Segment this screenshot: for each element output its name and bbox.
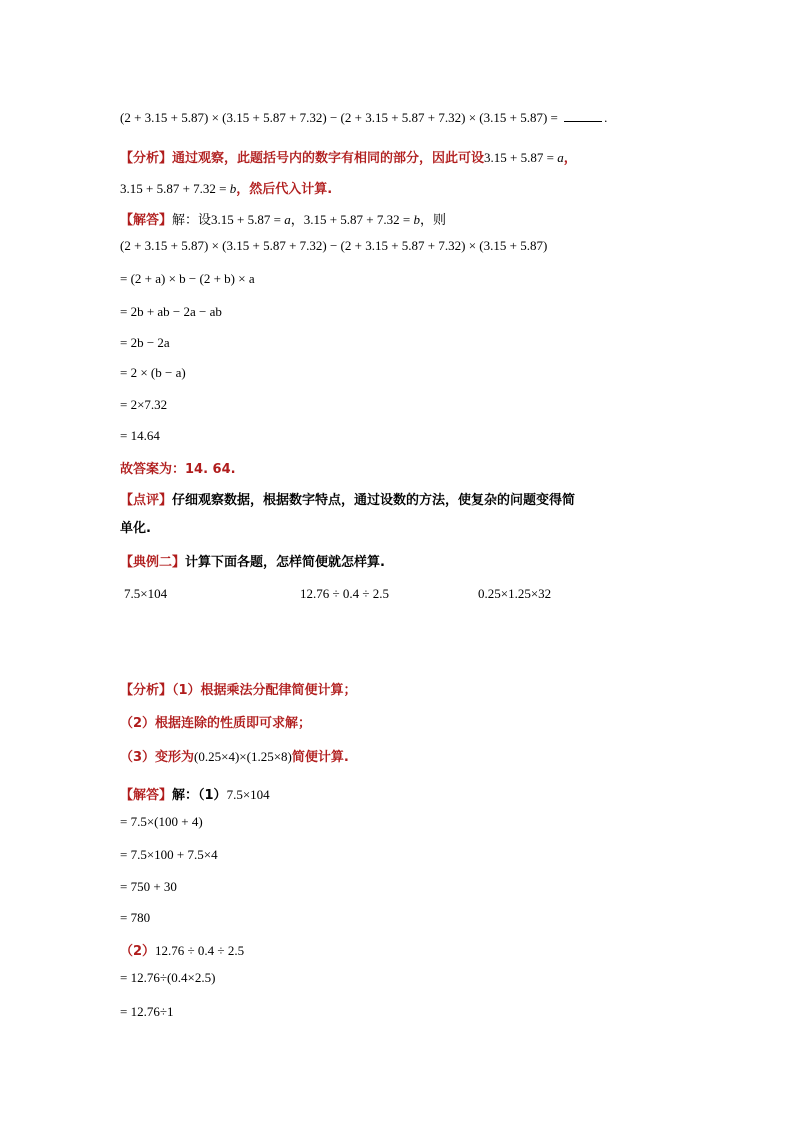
solution-intro: 解：（1） xyxy=(172,788,227,803)
analysis-comma: ， xyxy=(563,151,577,166)
solution-then: ，则 xyxy=(419,213,446,228)
solution-2-step: = 7.5×(100 + 4) xyxy=(120,814,203,829)
solution-eq-a: 3.15 + 5.87 = xyxy=(211,212,285,227)
problem-end: . xyxy=(604,110,608,125)
solution-1-step: = 2 × (b − a) xyxy=(120,365,186,380)
solution-sep: ， xyxy=(290,213,304,228)
part-label: （2） xyxy=(120,944,156,959)
analysis-text-b: ，然后代入计算. xyxy=(236,182,333,197)
solution-1-step: = 2×7.32 xyxy=(120,397,168,412)
solution-2-step: = 780 xyxy=(120,910,151,925)
example-text: 计算下面各题，怎样简便就怎样算. xyxy=(185,555,385,570)
analysis-1-line-2 xyxy=(120,178,332,197)
analysis-2-line-2: （2）根据连除的性质即可求解； xyxy=(120,716,312,731)
var-b: b xyxy=(413,212,420,227)
analysis-text: （3）变形为 xyxy=(120,750,195,765)
comment-tag: 【点评】 xyxy=(120,493,173,508)
solution-2-step: = 12.76÷(0.4×2.5) xyxy=(120,970,216,985)
solution-tag: 【解答】 xyxy=(120,788,173,803)
solution-1-step: (2 + 3.15 + 5.87) × (3.15 + 5.87 + 7.32) − (2 + 3.15 + 5.87 + 7.32) × (3.15 + 5.87) xyxy=(120,238,548,253)
solution-2-step: = 7.5×100 + 7.5×4 xyxy=(120,847,218,862)
analysis-1-line-1 xyxy=(120,147,577,166)
example-problem-1: 7.5×104 xyxy=(124,586,168,601)
analysis-2-line-1 xyxy=(120,679,357,698)
solution-problem-2: 12.76 ÷ 0.4 ÷ 2.5 xyxy=(155,943,245,958)
solution-2-part-2 xyxy=(120,940,244,959)
analysis-text: （1）根据乘法分配律简便计算； xyxy=(172,683,357,698)
example-problem-2: 12.76 ÷ 0.4 ÷ 2.5 xyxy=(300,586,390,601)
solution-intro: 解：设 xyxy=(172,213,212,228)
analysis-tag: 【分析】 xyxy=(120,151,173,166)
var-a: a xyxy=(284,212,291,227)
solution-2-step: = 750 + 30 xyxy=(120,879,177,894)
example-problem-3: 0.25×1.25×32 xyxy=(478,586,552,601)
solution-tag: 【解答】 xyxy=(120,213,173,228)
answer-blank xyxy=(564,110,602,122)
solution-1-step: = 14.64 xyxy=(120,428,160,443)
solution-problem-1: 7.5×104 xyxy=(226,787,270,802)
comment-text: 仔细观察数据，根据数字特点，通过设数的方法，使复杂的问题变得简 xyxy=(172,493,576,508)
example-2-heading xyxy=(120,551,385,570)
solution-2-step: = 12.76÷1 xyxy=(120,1004,174,1019)
var-a: a xyxy=(557,150,564,165)
analysis-text: 通过观察，此题括号内的数字有相同的部分，因此可设 xyxy=(172,151,485,166)
analysis-eq-a: 3.15 + 5.87 = xyxy=(484,150,558,165)
analysis-eq-b: 3.15 + 5.87 + 7.32 = xyxy=(120,181,230,196)
solution-1-step: = (2 + a) × b − (2 + b) × a xyxy=(120,271,255,286)
comment-line-2: 单化. xyxy=(120,521,151,536)
solution-1-step: = 2b + ab − 2a − ab xyxy=(120,304,222,319)
problem-expression xyxy=(120,110,607,126)
analysis-text: 简便计算. xyxy=(291,750,349,765)
answer-line: 故答案为：14. 64. xyxy=(120,462,236,477)
analysis-2-line-3 xyxy=(120,746,349,765)
comment-line-1 xyxy=(120,489,575,508)
solution-1-step: = 2b − 2a xyxy=(120,335,170,350)
analysis-tag: 【分析】 xyxy=(120,683,173,698)
solution-1-intro xyxy=(120,209,446,228)
solution-eq-b: 3.15 + 5.87 + 7.32 = xyxy=(303,212,414,227)
analysis-math: (0.25×4)×(1.25×8) xyxy=(194,749,292,764)
solution-2-intro xyxy=(120,784,270,803)
problem-text: (2 + 3.15 + 5.87) × (3.15 + 5.87 + 7.32) − (2 + 3.15 + 5.87 + 7.32) × (3.15 + 5.87) = xyxy=(120,110,558,125)
var-b: b xyxy=(229,181,237,196)
example-tag: 【典例二】 xyxy=(120,555,186,570)
